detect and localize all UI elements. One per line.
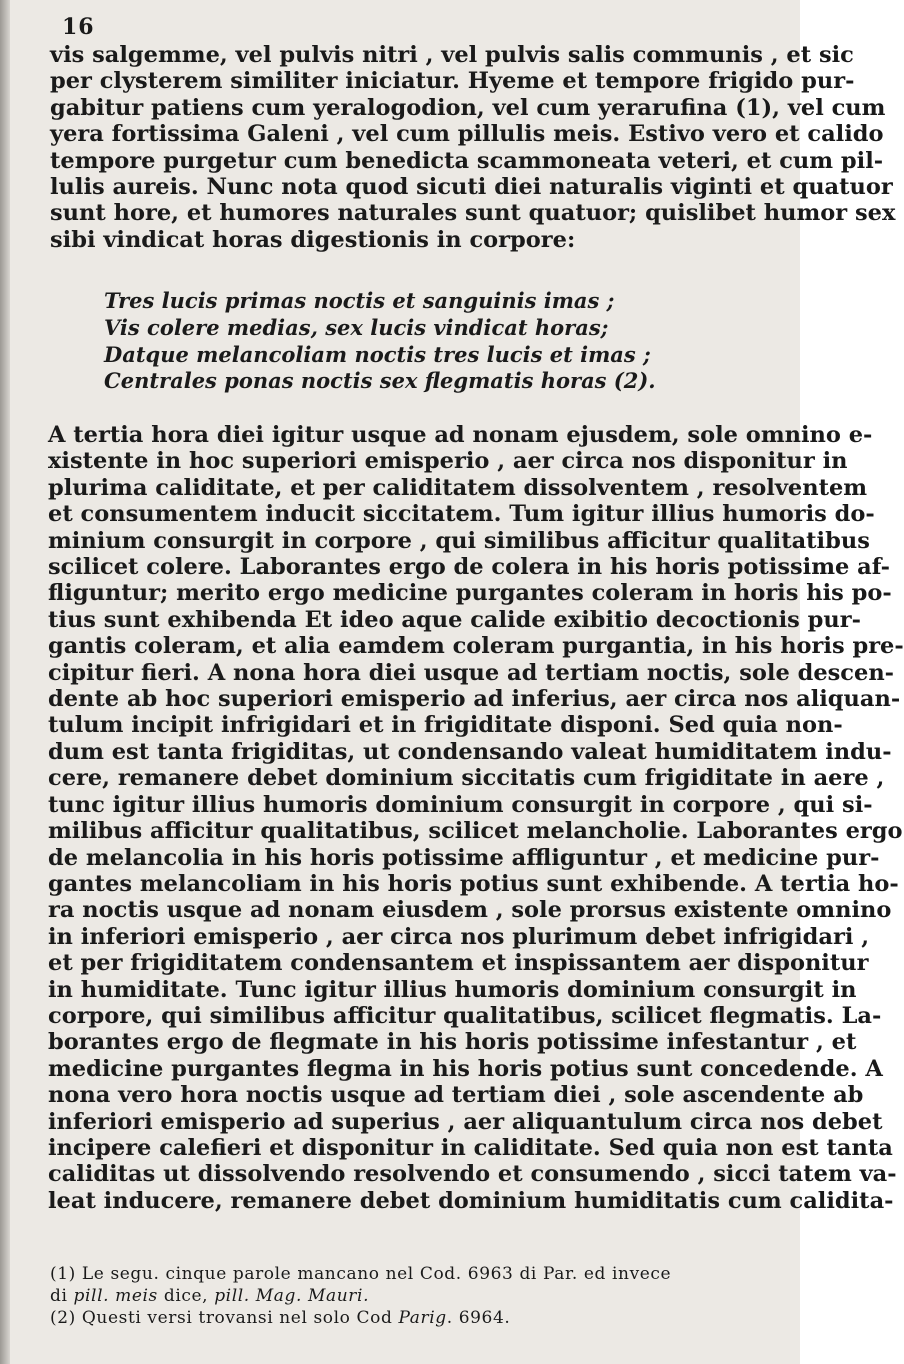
footnote-italic: pill. Mag. Mauri. — [214, 1286, 370, 1306]
footnote-1-line-1: (1) Le segu. cinque parole mancano nel Cod. 6963 di Par. ed invece — [50, 1264, 672, 1284]
text-line: medicine purgantes flegma in his horis potius sunt concedende. A — [48, 1055, 883, 1082]
text-line: incipere calefieri et disponitur in caliditate. Sed quia non est tanta — [48, 1134, 893, 1161]
footnote-italic: pill. meis — [73, 1286, 158, 1306]
verse-block — [104, 288, 664, 395]
text-line: dum est tanta frigiditas, ut condensando valeat humiditatem indu- — [48, 738, 892, 765]
text-line: fliguntur; merito ergo medicine purgantes coleram in horis his po- — [48, 580, 892, 607]
text-line: minium consurgit in corpore , qui similibus afficitur qualitatibus — [48, 527, 870, 554]
text-line: gabitur patiens cum yeralogodion, vel cum yerarufina (1), vel cum — [50, 94, 886, 121]
text-line: tulum incipit infrigidari et in frigiditate disponi. Sed quia non- — [48, 712, 843, 739]
text-line: scilicet colere. Laborantes ergo de colera in his horis potissime af- — [48, 554, 890, 581]
text-line: lulis aureis. Nunc nota quod sicuti diei naturalis viginti et quatuor — [50, 174, 893, 201]
text-line: cere, remanere debet dominium siccitatis cum frigiditate in aere , — [48, 765, 885, 792]
text-line: ra noctis usque ad nonam eiusdem , sole prorsus existente omnino — [48, 897, 892, 924]
text-line: de melancolia in his horis potissime affliguntur , et medicine pur- — [48, 844, 880, 871]
footnote-italic: Parig — [398, 1308, 447, 1328]
text-line: A tertia hora diei igitur usque ad nonam ejusdem, sole omnino e- — [48, 422, 873, 448]
verse-line: Datque melancoliam noctis tres lucis et imas ; — [104, 341, 651, 367]
text-line: caliditas ut dissolvendo resolvendo et consumendo , sicci tatem va- — [48, 1161, 897, 1188]
page-shadow-edge — [0, 0, 10, 1364]
footnote-1-line-2 — [50, 1285, 780, 1307]
text-line: sibi vindicat horas digestionis in corpore: — [50, 226, 576, 253]
text-line: et per frigiditatem condensantem et inspissantem aer disponitur — [48, 950, 869, 977]
text-line: tius sunt exhibenda Et ideo aque calide exibitio decoctionis pur- — [48, 606, 861, 633]
text-line: inferiori emisperio ad superius , aer aliquantulum circa nos debet — [48, 1108, 883, 1135]
text-line: gantis coleram, et alia eamdem coleram purgantia, in his horis pre- — [48, 633, 904, 660]
text-line: borantes ergo de flegmate in his horis potissime infestantur , et — [48, 1029, 857, 1056]
footnote-2 — [50, 1307, 780, 1329]
text-line: leat inducere, remanere debet dominium humiditatis cum calidita- — [48, 1187, 894, 1214]
paragraph-1 — [50, 42, 896, 253]
text-line: gantes melancoliam in his horis potius sunt exhibende. A tertia ho- — [48, 870, 899, 897]
text-line: et consumentem inducit siccitatem. Tum igitur illius humoris do- — [48, 501, 875, 528]
text-line: per clysterem similiter iniciatur. Hyeme et tempore frigido pur- — [50, 68, 855, 95]
text-line: nona vero hora noctis usque ad tertiam diei , sole ascendente ab — [48, 1082, 864, 1109]
text-line: milibus afficitur qualitatibus, scilicet melancholie. Laborantes ergo — [48, 818, 903, 845]
page-number: 16 — [62, 14, 95, 40]
footnote-text: dice, — [157, 1286, 215, 1306]
text-line: dente ab hoc superiori emisperio ad inferius, aer circa nos aliquan- — [48, 686, 901, 713]
verse-line: Centrales ponas noctis sex flegmatis horas (2). — [104, 368, 656, 394]
text-line: tempore purgetur cum benedicta scammoneata veteri, et cum pil- — [50, 147, 884, 174]
text-line: tunc igitur illius humoris dominium consurgit in corpore , qui si- — [48, 791, 873, 818]
text-line: yera fortissima Galeni , vel cum pillulis meis. Estivo vero et calido — [50, 121, 884, 148]
text-line: in inferiori emisperio , aer circa nos plurimum debet infrigidari , — [48, 923, 870, 950]
paragraph-2 — [48, 422, 904, 1214]
text-line: in humiditate. Tunc igitur illius humoris dominium consurgit in — [48, 976, 857, 1003]
footnote-text: (2) Questi versi trovansi nel solo Cod — [50, 1308, 399, 1328]
footnotes — [50, 1263, 780, 1329]
footnote-text: di — [50, 1286, 74, 1306]
text-line: xistente in hoc superiori emisperio , aer circa nos disponitur in — [48, 448, 848, 475]
footnote-text: . 6964. — [446, 1308, 511, 1328]
text-line: cipitur fieri. A nona hora diei usque ad tertiam noctis, sole descen- — [48, 659, 895, 686]
text-line: sunt hore, et humores naturales sunt quatuor; quislibet humor sex — [50, 200, 896, 227]
text-line: vis salgemme, vel pulvis nitri , vel pulvis salis communis , et sic — [50, 42, 854, 68]
verse-line: Tres lucis primas noctis et sanguinis imas ; — [104, 288, 615, 313]
text-line: plurima caliditate, et per caliditatem dissolventem , resolventem — [48, 474, 868, 501]
text-line: corpore, qui similibus afficitur qualitatibus, scilicet flegmatis. La- — [48, 1002, 882, 1029]
verse-line: Vis colere medias, sex lucis vindicat horas; — [104, 314, 609, 340]
